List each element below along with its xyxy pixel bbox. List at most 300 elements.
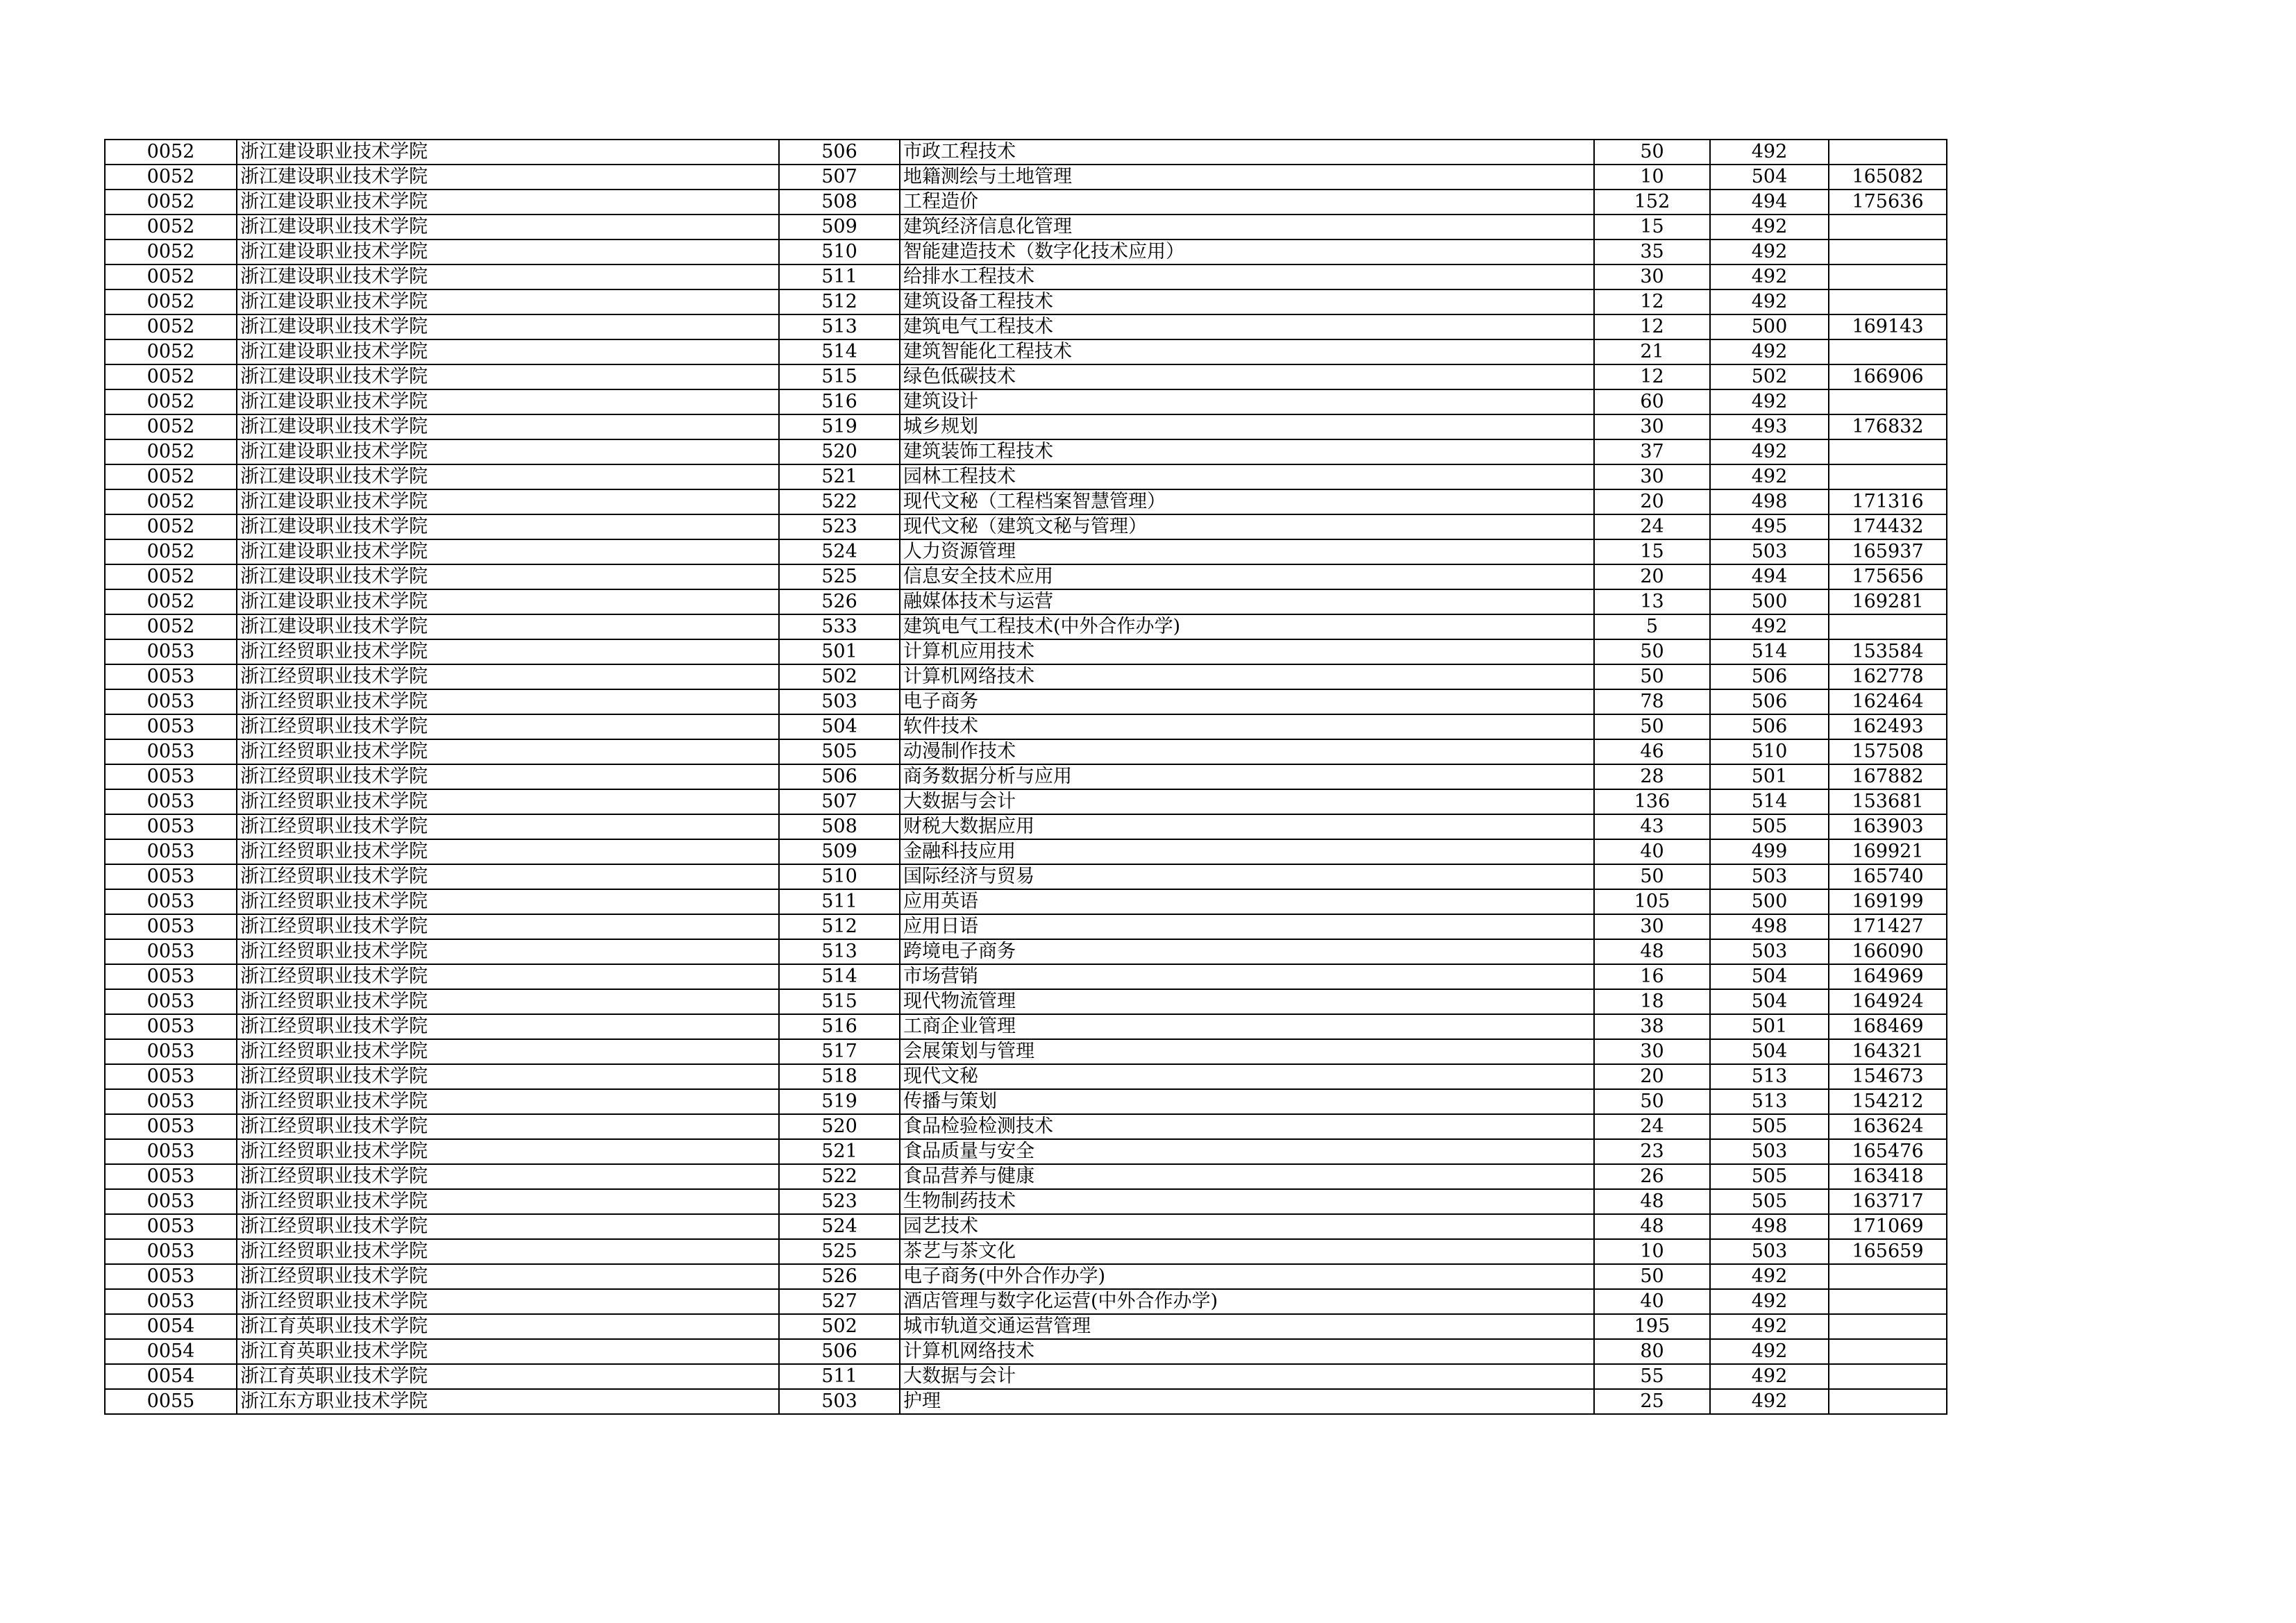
plan-count-cell: 12 [1594, 364, 1710, 389]
admission-table [104, 139, 1947, 1415]
rank-cell: 166906 [1829, 364, 1947, 389]
min-score-cell: 492 [1710, 1314, 1829, 1339]
school-name-cell: 浙江建设职业技术学院 [237, 289, 779, 314]
rank-cell: 162493 [1829, 714, 1947, 739]
table-row [105, 614, 1947, 639]
major-name-cell: 工商企业管理 [900, 1014, 1594, 1039]
min-score-cell: 493 [1710, 414, 1829, 439]
major-name-cell: 城乡规划 [900, 414, 1594, 439]
school-code-cell: 0052 [105, 464, 237, 489]
major-code-cell: 522 [779, 1164, 900, 1189]
school-name-cell: 浙江建设职业技术学院 [237, 564, 779, 589]
school-name-cell: 浙江经贸职业技术学院 [237, 939, 779, 964]
table-row [105, 889, 1947, 914]
rank-cell: 153584 [1829, 639, 1947, 664]
rank-cell [1829, 1389, 1947, 1414]
table-row [105, 1314, 1947, 1339]
major-name-cell: 茶艺与茶文化 [900, 1239, 1594, 1264]
plan-count-cell: 15 [1594, 215, 1710, 239]
table-row [105, 689, 1947, 714]
major-name-cell: 市政工程技术 [900, 140, 1594, 165]
table-row [105, 1239, 1947, 1264]
plan-count-cell: 46 [1594, 739, 1710, 764]
rank-cell: 171069 [1829, 1214, 1947, 1239]
table-row [105, 439, 1947, 464]
min-score-cell: 503 [1710, 1239, 1829, 1264]
school-code-cell: 0052 [105, 439, 237, 464]
min-score-cell: 492 [1710, 1389, 1829, 1414]
table-row [105, 1039, 1947, 1064]
school-name-cell: 浙江经贸职业技术学院 [237, 1114, 779, 1139]
school-name-cell: 浙江育英职业技术学院 [237, 1314, 779, 1339]
table-row [105, 389, 1947, 414]
major-code-cell: 503 [779, 1389, 900, 1414]
school-name-cell: 浙江建设职业技术学院 [237, 215, 779, 239]
major-code-cell: 533 [779, 614, 900, 639]
major-name-cell: 现代文秘（工程档案智慧管理） [900, 489, 1594, 514]
school-code-cell: 0055 [105, 1389, 237, 1414]
table-row [105, 764, 1947, 789]
major-code-cell: 521 [779, 1139, 900, 1164]
school-code-cell: 0053 [105, 1014, 237, 1039]
rank-cell: 154212 [1829, 1089, 1947, 1114]
rank-cell: 163624 [1829, 1114, 1947, 1139]
major-name-cell: 软件技术 [900, 714, 1594, 739]
school-code-cell: 0052 [105, 289, 237, 314]
rank-cell: 169199 [1829, 889, 1947, 914]
school-code-cell: 0053 [105, 639, 237, 664]
major-name-cell: 建筑智能化工程技术 [900, 339, 1594, 364]
school-code-cell: 0053 [105, 789, 237, 814]
school-name-cell: 浙江经贸职业技术学院 [237, 889, 779, 914]
table-row [105, 1389, 1947, 1414]
rank-cell: 174432 [1829, 514, 1947, 539]
school-code-cell: 0052 [105, 614, 237, 639]
min-score-cell: 503 [1710, 539, 1829, 564]
min-score-cell: 505 [1710, 814, 1829, 839]
major-name-cell: 地籍测绘与土地管理 [900, 165, 1594, 190]
school-code-cell: 0053 [105, 989, 237, 1014]
major-code-cell: 526 [779, 1264, 900, 1289]
min-score-cell: 513 [1710, 1089, 1829, 1114]
major-name-cell: 建筑装饰工程技术 [900, 439, 1594, 464]
school-code-cell: 0052 [105, 414, 237, 439]
min-score-cell: 492 [1710, 264, 1829, 289]
major-code-cell: 511 [779, 889, 900, 914]
school-code-cell: 0052 [105, 489, 237, 514]
major-name-cell: 大数据与会计 [900, 1364, 1594, 1389]
plan-count-cell: 50 [1594, 714, 1710, 739]
table-row [105, 939, 1947, 964]
school-code-cell: 0053 [105, 1064, 237, 1089]
plan-count-cell: 12 [1594, 314, 1710, 339]
major-name-cell: 建筑设计 [900, 389, 1594, 414]
major-code-cell: 521 [779, 464, 900, 489]
major-code-cell: 514 [779, 339, 900, 364]
rank-cell: 168469 [1829, 1014, 1947, 1039]
min-score-cell: 504 [1710, 165, 1829, 190]
rank-cell: 165659 [1829, 1239, 1947, 1264]
rank-cell: 164969 [1829, 964, 1947, 989]
rank-cell [1829, 140, 1947, 165]
school-name-cell: 浙江经贸职业技术学院 [237, 964, 779, 989]
school-code-cell: 0053 [105, 1214, 237, 1239]
major-name-cell: 动漫制作技术 [900, 739, 1594, 764]
min-score-cell: 492 [1710, 289, 1829, 314]
rank-cell [1829, 215, 1947, 239]
school-code-cell: 0053 [105, 1039, 237, 1064]
major-name-cell: 人力资源管理 [900, 539, 1594, 564]
major-code-cell: 517 [779, 1039, 900, 1064]
table-row [105, 664, 1947, 689]
school-code-cell: 0053 [105, 814, 237, 839]
major-name-cell: 食品质量与安全 [900, 1139, 1594, 1164]
plan-count-cell: 30 [1594, 914, 1710, 939]
rank-cell: 176832 [1829, 414, 1947, 439]
major-name-cell: 市场营销 [900, 964, 1594, 989]
school-name-cell: 浙江经贸职业技术学院 [237, 789, 779, 814]
table-row [105, 1114, 1947, 1139]
plan-count-cell: 48 [1594, 1214, 1710, 1239]
rank-cell: 171427 [1829, 914, 1947, 939]
min-score-cell: 492 [1710, 1264, 1829, 1289]
school-code-cell: 0052 [105, 239, 237, 264]
school-name-cell: 浙江经贸职业技术学院 [237, 839, 779, 864]
major-code-cell: 516 [779, 389, 900, 414]
major-name-cell: 工程造价 [900, 190, 1594, 215]
major-name-cell: 给排水工程技术 [900, 264, 1594, 289]
rank-cell: 154673 [1829, 1064, 1947, 1089]
school-code-cell: 0052 [105, 190, 237, 215]
school-name-cell: 浙江经贸职业技术学院 [237, 764, 779, 789]
plan-count-cell: 136 [1594, 789, 1710, 814]
major-code-cell: 516 [779, 1014, 900, 1039]
major-code-cell: 511 [779, 264, 900, 289]
school-name-cell: 浙江育英职业技术学院 [237, 1364, 779, 1389]
rank-cell [1829, 1264, 1947, 1289]
school-name-cell: 浙江经贸职业技术学院 [237, 989, 779, 1014]
school-name-cell: 浙江经贸职业技术学院 [237, 1039, 779, 1064]
plan-count-cell: 10 [1594, 165, 1710, 190]
rank-cell [1829, 339, 1947, 364]
major-code-cell: 508 [779, 814, 900, 839]
min-score-cell: 492 [1710, 215, 1829, 239]
table-row [105, 1214, 1947, 1239]
school-name-cell: 浙江东方职业技术学院 [237, 1389, 779, 1414]
table-row [105, 514, 1947, 539]
major-code-cell: 523 [779, 1189, 900, 1214]
school-name-cell: 浙江经贸职业技术学院 [237, 1089, 779, 1114]
min-score-cell: 492 [1710, 389, 1829, 414]
table-row [105, 714, 1947, 739]
min-score-cell: 503 [1710, 939, 1829, 964]
school-code-cell: 0053 [105, 664, 237, 689]
major-name-cell: 建筑经济信息化管理 [900, 215, 1594, 239]
table-row [105, 1264, 1947, 1289]
rank-cell: 175636 [1829, 190, 1947, 215]
school-code-cell: 0052 [105, 314, 237, 339]
table-row [105, 539, 1947, 564]
school-name-cell: 浙江经贸职业技术学院 [237, 1164, 779, 1189]
table-row [105, 914, 1947, 939]
school-name-cell: 浙江经贸职业技术学院 [237, 1214, 779, 1239]
table-row [105, 489, 1947, 514]
plan-count-cell: 5 [1594, 614, 1710, 639]
plan-count-cell: 30 [1594, 414, 1710, 439]
min-score-cell: 492 [1710, 439, 1829, 464]
plan-count-cell: 28 [1594, 764, 1710, 789]
major-name-cell: 电子商务 [900, 689, 1594, 714]
school-name-cell: 浙江建设职业技术学院 [237, 339, 779, 364]
rank-cell: 175656 [1829, 564, 1947, 589]
school-code-cell: 0053 [105, 1189, 237, 1214]
school-name-cell: 浙江建设职业技术学院 [237, 589, 779, 614]
rank-cell: 163903 [1829, 814, 1947, 839]
min-score-cell: 499 [1710, 839, 1829, 864]
major-name-cell: 财税大数据应用 [900, 814, 1594, 839]
major-code-cell: 504 [779, 714, 900, 739]
major-name-cell: 现代文秘 [900, 1064, 1594, 1089]
min-score-cell: 492 [1710, 339, 1829, 364]
plan-count-cell: 25 [1594, 1389, 1710, 1414]
major-name-cell: 应用英语 [900, 889, 1594, 914]
major-code-cell: 527 [779, 1289, 900, 1314]
school-name-cell: 浙江经贸职业技术学院 [237, 1289, 779, 1314]
min-score-cell: 505 [1710, 1164, 1829, 1189]
major-code-cell: 514 [779, 964, 900, 989]
min-score-cell: 492 [1710, 239, 1829, 264]
school-code-cell: 0052 [105, 514, 237, 539]
rank-cell: 167882 [1829, 764, 1947, 789]
school-name-cell: 浙江建设职业技术学院 [237, 539, 779, 564]
school-code-cell: 0054 [105, 1364, 237, 1389]
table-row [105, 289, 1947, 314]
major-code-cell: 522 [779, 489, 900, 514]
plan-count-cell: 60 [1594, 389, 1710, 414]
major-code-cell: 520 [779, 1114, 900, 1139]
min-score-cell: 498 [1710, 914, 1829, 939]
plan-count-cell: 18 [1594, 989, 1710, 1014]
rank-cell: 165937 [1829, 539, 1947, 564]
rank-cell: 162778 [1829, 664, 1947, 689]
rank-cell: 166090 [1829, 939, 1947, 964]
min-score-cell: 513 [1710, 1064, 1829, 1089]
rank-cell [1829, 464, 1947, 489]
plan-count-cell: 24 [1594, 1114, 1710, 1139]
major-code-cell: 524 [779, 539, 900, 564]
plan-count-cell: 78 [1594, 689, 1710, 714]
school-name-cell: 浙江经贸职业技术学院 [237, 664, 779, 689]
school-code-cell: 0052 [105, 215, 237, 239]
school-name-cell: 浙江经贸职业技术学院 [237, 864, 779, 889]
major-name-cell: 护理 [900, 1389, 1594, 1414]
school-name-cell: 浙江经贸职业技术学院 [237, 1189, 779, 1214]
plan-count-cell: 15 [1594, 539, 1710, 564]
plan-count-cell: 50 [1594, 639, 1710, 664]
major-name-cell: 现代物流管理 [900, 989, 1594, 1014]
min-score-cell: 504 [1710, 964, 1829, 989]
plan-count-cell: 21 [1594, 339, 1710, 364]
min-score-cell: 500 [1710, 589, 1829, 614]
major-name-cell: 食品营养与健康 [900, 1164, 1594, 1189]
rank-cell: 169281 [1829, 589, 1947, 614]
table-row [105, 190, 1947, 215]
school-name-cell: 浙江建设职业技术学院 [237, 165, 779, 190]
major-code-cell: 523 [779, 514, 900, 539]
major-code-cell: 512 [779, 289, 900, 314]
school-name-cell: 浙江建设职业技术学院 [237, 264, 779, 289]
min-score-cell: 494 [1710, 190, 1829, 215]
major-code-cell: 510 [779, 864, 900, 889]
school-name-cell: 浙江建设职业技术学院 [237, 514, 779, 539]
plan-count-cell: 20 [1594, 564, 1710, 589]
plan-count-cell: 24 [1594, 514, 1710, 539]
major-name-cell: 现代文秘（建筑文秘与管理） [900, 514, 1594, 539]
min-score-cell: 510 [1710, 739, 1829, 764]
table-row [105, 1289, 1947, 1314]
table-row [105, 1339, 1947, 1364]
plan-count-cell: 30 [1594, 464, 1710, 489]
plan-count-cell: 55 [1594, 1364, 1710, 1389]
school-name-cell: 浙江经贸职业技术学院 [237, 739, 779, 764]
major-code-cell: 502 [779, 1314, 900, 1339]
school-code-cell: 0053 [105, 1239, 237, 1264]
rank-cell [1829, 439, 1947, 464]
major-code-cell: 515 [779, 989, 900, 1014]
school-name-cell: 浙江经贸职业技术学院 [237, 639, 779, 664]
school-code-cell: 0053 [105, 1289, 237, 1314]
plan-count-cell: 40 [1594, 1289, 1710, 1314]
plan-count-cell: 30 [1594, 264, 1710, 289]
major-code-cell: 525 [779, 564, 900, 589]
table-row [105, 989, 1947, 1014]
school-name-cell: 浙江建设职业技术学院 [237, 389, 779, 414]
plan-count-cell: 16 [1594, 964, 1710, 989]
table-row [105, 1189, 1947, 1214]
plan-count-cell: 37 [1594, 439, 1710, 464]
school-name-cell: 浙江建设职业技术学院 [237, 364, 779, 389]
table-row [105, 264, 1947, 289]
major-name-cell: 跨境电子商务 [900, 939, 1594, 964]
rank-cell: 164924 [1829, 989, 1947, 1014]
school-name-cell: 浙江建设职业技术学院 [237, 414, 779, 439]
min-score-cell: 494 [1710, 564, 1829, 589]
table-row [105, 1164, 1947, 1189]
rank-cell: 163418 [1829, 1164, 1947, 1189]
min-score-cell: 492 [1710, 1289, 1829, 1314]
rank-cell [1829, 1289, 1947, 1314]
plan-count-cell: 10 [1594, 1239, 1710, 1264]
school-name-cell: 浙江经贸职业技术学院 [237, 1264, 779, 1289]
table-row [105, 140, 1947, 165]
min-score-cell: 505 [1710, 1114, 1829, 1139]
rank-cell: 171316 [1829, 489, 1947, 514]
school-name-cell: 浙江经贸职业技术学院 [237, 1239, 779, 1264]
major-name-cell: 金融科技应用 [900, 839, 1594, 864]
school-name-cell: 浙江建设职业技术学院 [237, 140, 779, 165]
school-code-cell: 0053 [105, 1139, 237, 1164]
min-score-cell: 498 [1710, 489, 1829, 514]
school-code-cell: 0052 [105, 165, 237, 190]
school-code-cell: 0053 [105, 739, 237, 764]
major-name-cell: 计算机网络技术 [900, 664, 1594, 689]
min-score-cell: 503 [1710, 864, 1829, 889]
school-code-cell: 0052 [105, 264, 237, 289]
plan-count-cell: 195 [1594, 1314, 1710, 1339]
table-row [105, 839, 1947, 864]
min-score-cell: 501 [1710, 1014, 1829, 1039]
table-row [105, 564, 1947, 589]
rank-cell: 157508 [1829, 739, 1947, 764]
school-name-cell: 浙江建设职业技术学院 [237, 464, 779, 489]
table-row [105, 239, 1947, 264]
major-name-cell: 大数据与会计 [900, 789, 1594, 814]
table-row [105, 789, 1947, 814]
plan-count-cell: 50 [1594, 140, 1710, 165]
school-code-cell: 0052 [105, 339, 237, 364]
table-row [105, 414, 1947, 439]
table-row [105, 165, 1947, 190]
plan-count-cell: 50 [1594, 1264, 1710, 1289]
school-name-cell: 浙江经贸职业技术学院 [237, 689, 779, 714]
plan-count-cell: 152 [1594, 190, 1710, 215]
school-name-cell: 浙江经贸职业技术学院 [237, 814, 779, 839]
rank-cell [1829, 239, 1947, 264]
min-score-cell: 502 [1710, 364, 1829, 389]
min-score-cell: 504 [1710, 989, 1829, 1014]
plan-count-cell: 40 [1594, 839, 1710, 864]
plan-count-cell: 43 [1594, 814, 1710, 839]
rank-cell [1829, 1364, 1947, 1389]
table-row [105, 864, 1947, 889]
school-name-cell: 浙江经贸职业技术学院 [237, 914, 779, 939]
major-name-cell: 智能建造技术（数字化技术应用） [900, 239, 1594, 264]
rank-cell: 165082 [1829, 165, 1947, 190]
rank-cell: 163717 [1829, 1189, 1947, 1214]
rank-cell: 162464 [1829, 689, 1947, 714]
major-code-cell: 507 [779, 789, 900, 814]
plan-count-cell: 26 [1594, 1164, 1710, 1189]
min-score-cell: 514 [1710, 639, 1829, 664]
plan-count-cell: 50 [1594, 864, 1710, 889]
table-row [105, 339, 1947, 364]
major-name-cell: 城市轨道交通运营管理 [900, 1314, 1594, 1339]
plan-count-cell: 48 [1594, 1189, 1710, 1214]
school-code-cell: 0053 [105, 1164, 237, 1189]
plan-count-cell: 50 [1594, 664, 1710, 689]
plan-count-cell: 30 [1594, 1039, 1710, 1064]
school-name-cell: 浙江建设职业技术学院 [237, 614, 779, 639]
school-name-cell: 浙江经贸职业技术学院 [237, 714, 779, 739]
major-code-cell: 512 [779, 914, 900, 939]
plan-count-cell: 23 [1594, 1139, 1710, 1164]
major-name-cell: 园林工程技术 [900, 464, 1594, 489]
plan-count-cell: 80 [1594, 1339, 1710, 1364]
major-code-cell: 520 [779, 439, 900, 464]
min-score-cell: 500 [1710, 314, 1829, 339]
plan-count-cell: 50 [1594, 1089, 1710, 1114]
table-row [105, 814, 1947, 839]
major-code-cell: 526 [779, 589, 900, 614]
school-code-cell: 0053 [105, 914, 237, 939]
major-code-cell: 506 [779, 140, 900, 165]
min-score-cell: 498 [1710, 1214, 1829, 1239]
major-code-cell: 505 [779, 739, 900, 764]
school-code-cell: 0053 [105, 1264, 237, 1289]
major-code-cell: 511 [779, 1364, 900, 1389]
major-code-cell: 508 [779, 190, 900, 215]
major-name-cell: 国际经济与贸易 [900, 864, 1594, 889]
